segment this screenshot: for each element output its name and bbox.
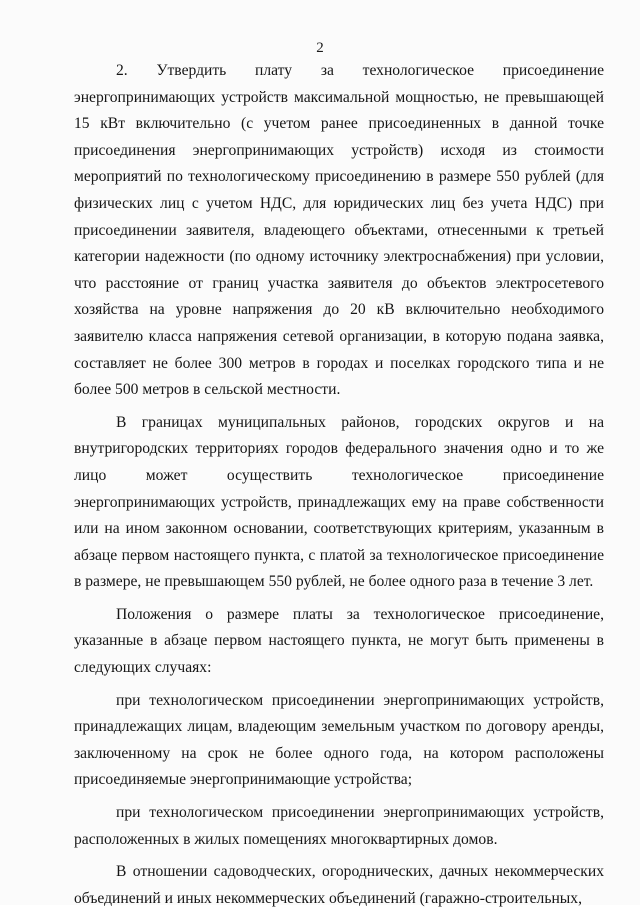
paragraph-municipal-limits: В границах муниципальных районов, городских округов и на внутригородских территориях городов федерального значения одно и то же лицо может осуществить технологическое присоединение энергопринимающих устройств, принадлежащих ему на праве собственности или на ином законном основании, соответствующих критериям, указанным в абзаце первом настоящего пункта, с платой за технологическое присоединение в размере, не превышающем 550 рублей, не более одного раза в течение 3 лет. xyxy=(74,413,604,591)
paragraph-approve-fee: 2. Утвердить плату за технологическое присоединение энергопринимающих устройств максимальной мощностью, не превышающей 15 кВт включительно (с учетом ранее присоединенных в данной точке присоединения энергопринимающих устройств) исходя из стоимости мероприятий по технологическому присоединению в размере 550 рублей (для физических лиц с учетом НДС, для юридических лиц без учета НДС) при присоединении заявителя, владеющего объектами, отнесенными к третьей категории надежности (по одному источнику электроснабжения) при условии, что расстояние от границ участка заявителя до объектов электросетевого хозяйства на уровне напряжения до 20 кВ включительно необходимого заявителю класса напряжения сетевой организации, в которую подана заявка, составляет не более 300 метров в городах и поселках городского типа и не более 500 метров в сельской местности. xyxy=(74,62,604,399)
paragraph-associations: В отношении садоводческих, огороднических, дачных некоммерческих объединений и иных некоммерческих объединений (гаражно-строительных, xyxy=(74,863,604,907)
paragraph-exception-lease: при технологическом присоединении энергопринимающих устройств, принадлежащих лицам, владеющим земельным участком по договору аренды, заключенному на срок не более одного года, на котором расположены присоединяемые энергопринимающие устройства; xyxy=(74,691,604,789)
document-body xyxy=(74,58,604,912)
paragraph-exception-apartments: при технологическом присоединении энергопринимающих устройств, расположенных в жилых помещениях многоквартирных домов. xyxy=(74,804,604,848)
page-number: 2 xyxy=(316,40,324,56)
paragraph-exceptions-intro: Положения о размере платы за технологическое присоединение, указанные в абзаце первом настоящего пункта, не могут быть применены в следующих случаях: xyxy=(74,605,604,677)
